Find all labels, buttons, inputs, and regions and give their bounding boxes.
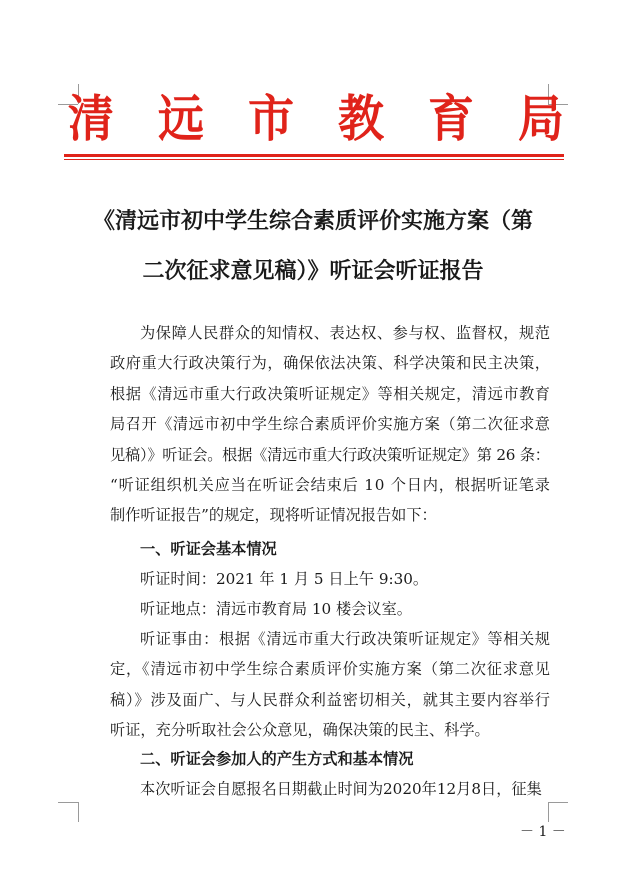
- letterhead-char: 市: [248, 90, 294, 148]
- hearing-place: 听证地点：清远市教育局 10 楼会议室。: [140, 600, 412, 618]
- letterhead-rule-thin: [64, 159, 564, 160]
- paragraph-line: 政府重大行政决策行为，确保依法决策、科学决策和民主决策，: [110, 354, 551, 373]
- section-heading: 一、听证会基本情况: [140, 540, 277, 558]
- paragraph-line: “听证组织机关应当在听证会结束后 10 个日内，根据听证笔录: [110, 476, 551, 495]
- paragraph-line: 为保障人民群众的知情权、表达权、参与权、监督权，规范: [140, 324, 551, 342]
- crop-mark-bottom-left-h: [58, 802, 78, 803]
- letterhead-char: 局: [518, 90, 564, 148]
- crop-mark-bottom-right-h: [548, 802, 568, 803]
- letterhead-char: 远: [158, 90, 204, 148]
- paragraph-line: 听证事由：根据《清远市重大行政决策听证规定》等相关规: [140, 630, 551, 648]
- hearing-time: 听证时间：2021 年 1 月 5 日上午 9:30。: [140, 570, 429, 588]
- letterhead-char: 教: [338, 90, 384, 148]
- paragraph-line: 见稿）》听证会。根据《清远市重大行政决策听证规定》第 26 条：: [110, 445, 550, 464]
- letterhead-title: [66, 88, 566, 150]
- document-title: [66, 196, 560, 296]
- hearing-reason-paragraph: [110, 624, 550, 746]
- page-number: － 1 －: [520, 824, 566, 840]
- document-title-line: 《清远市初中学生综合素质评价实施方案（第: [92, 208, 533, 234]
- letterhead-char: 清: [68, 90, 114, 148]
- letterhead-rule-thick: [64, 154, 564, 157]
- paragraph-line: 听证，充分听取社会公众意见，确保决策的民主、科学。: [110, 721, 490, 740]
- letterhead-char: 育: [428, 90, 474, 148]
- document-title-line: 二次征求意见稿）》听证会听证报告: [142, 258, 484, 284]
- paragraph-line: 根据《清远市重大行政决策听证规定》等相关规定，清远市教育: [110, 384, 551, 403]
- crop-mark-bottom-left-v: [78, 802, 79, 822]
- paragraph-line: 定，《清远市初中学生综合素质评价实施方案（第二次征求意见: [110, 660, 551, 679]
- crop-mark-bottom-right-v: [548, 802, 549, 822]
- intro-paragraph: [110, 318, 550, 531]
- paragraph-line: 局召开《清远市初中学生综合素质评价实施方案（第二次征求意: [110, 415, 551, 434]
- paragraph-line: 制作听证报告”的规定，现将听证情况报告如下：: [110, 506, 437, 525]
- section-heading: 二、听证会参加人的产生方式和基本情况: [140, 750, 414, 768]
- paragraph-line: 稿）》涉及面广、与人民群众利益密切相关，就其主要内容举行: [110, 690, 551, 709]
- paragraph-line: 本次听证会自愿报名日期截止时间为2020年12月8日，征集: [140, 780, 542, 798]
